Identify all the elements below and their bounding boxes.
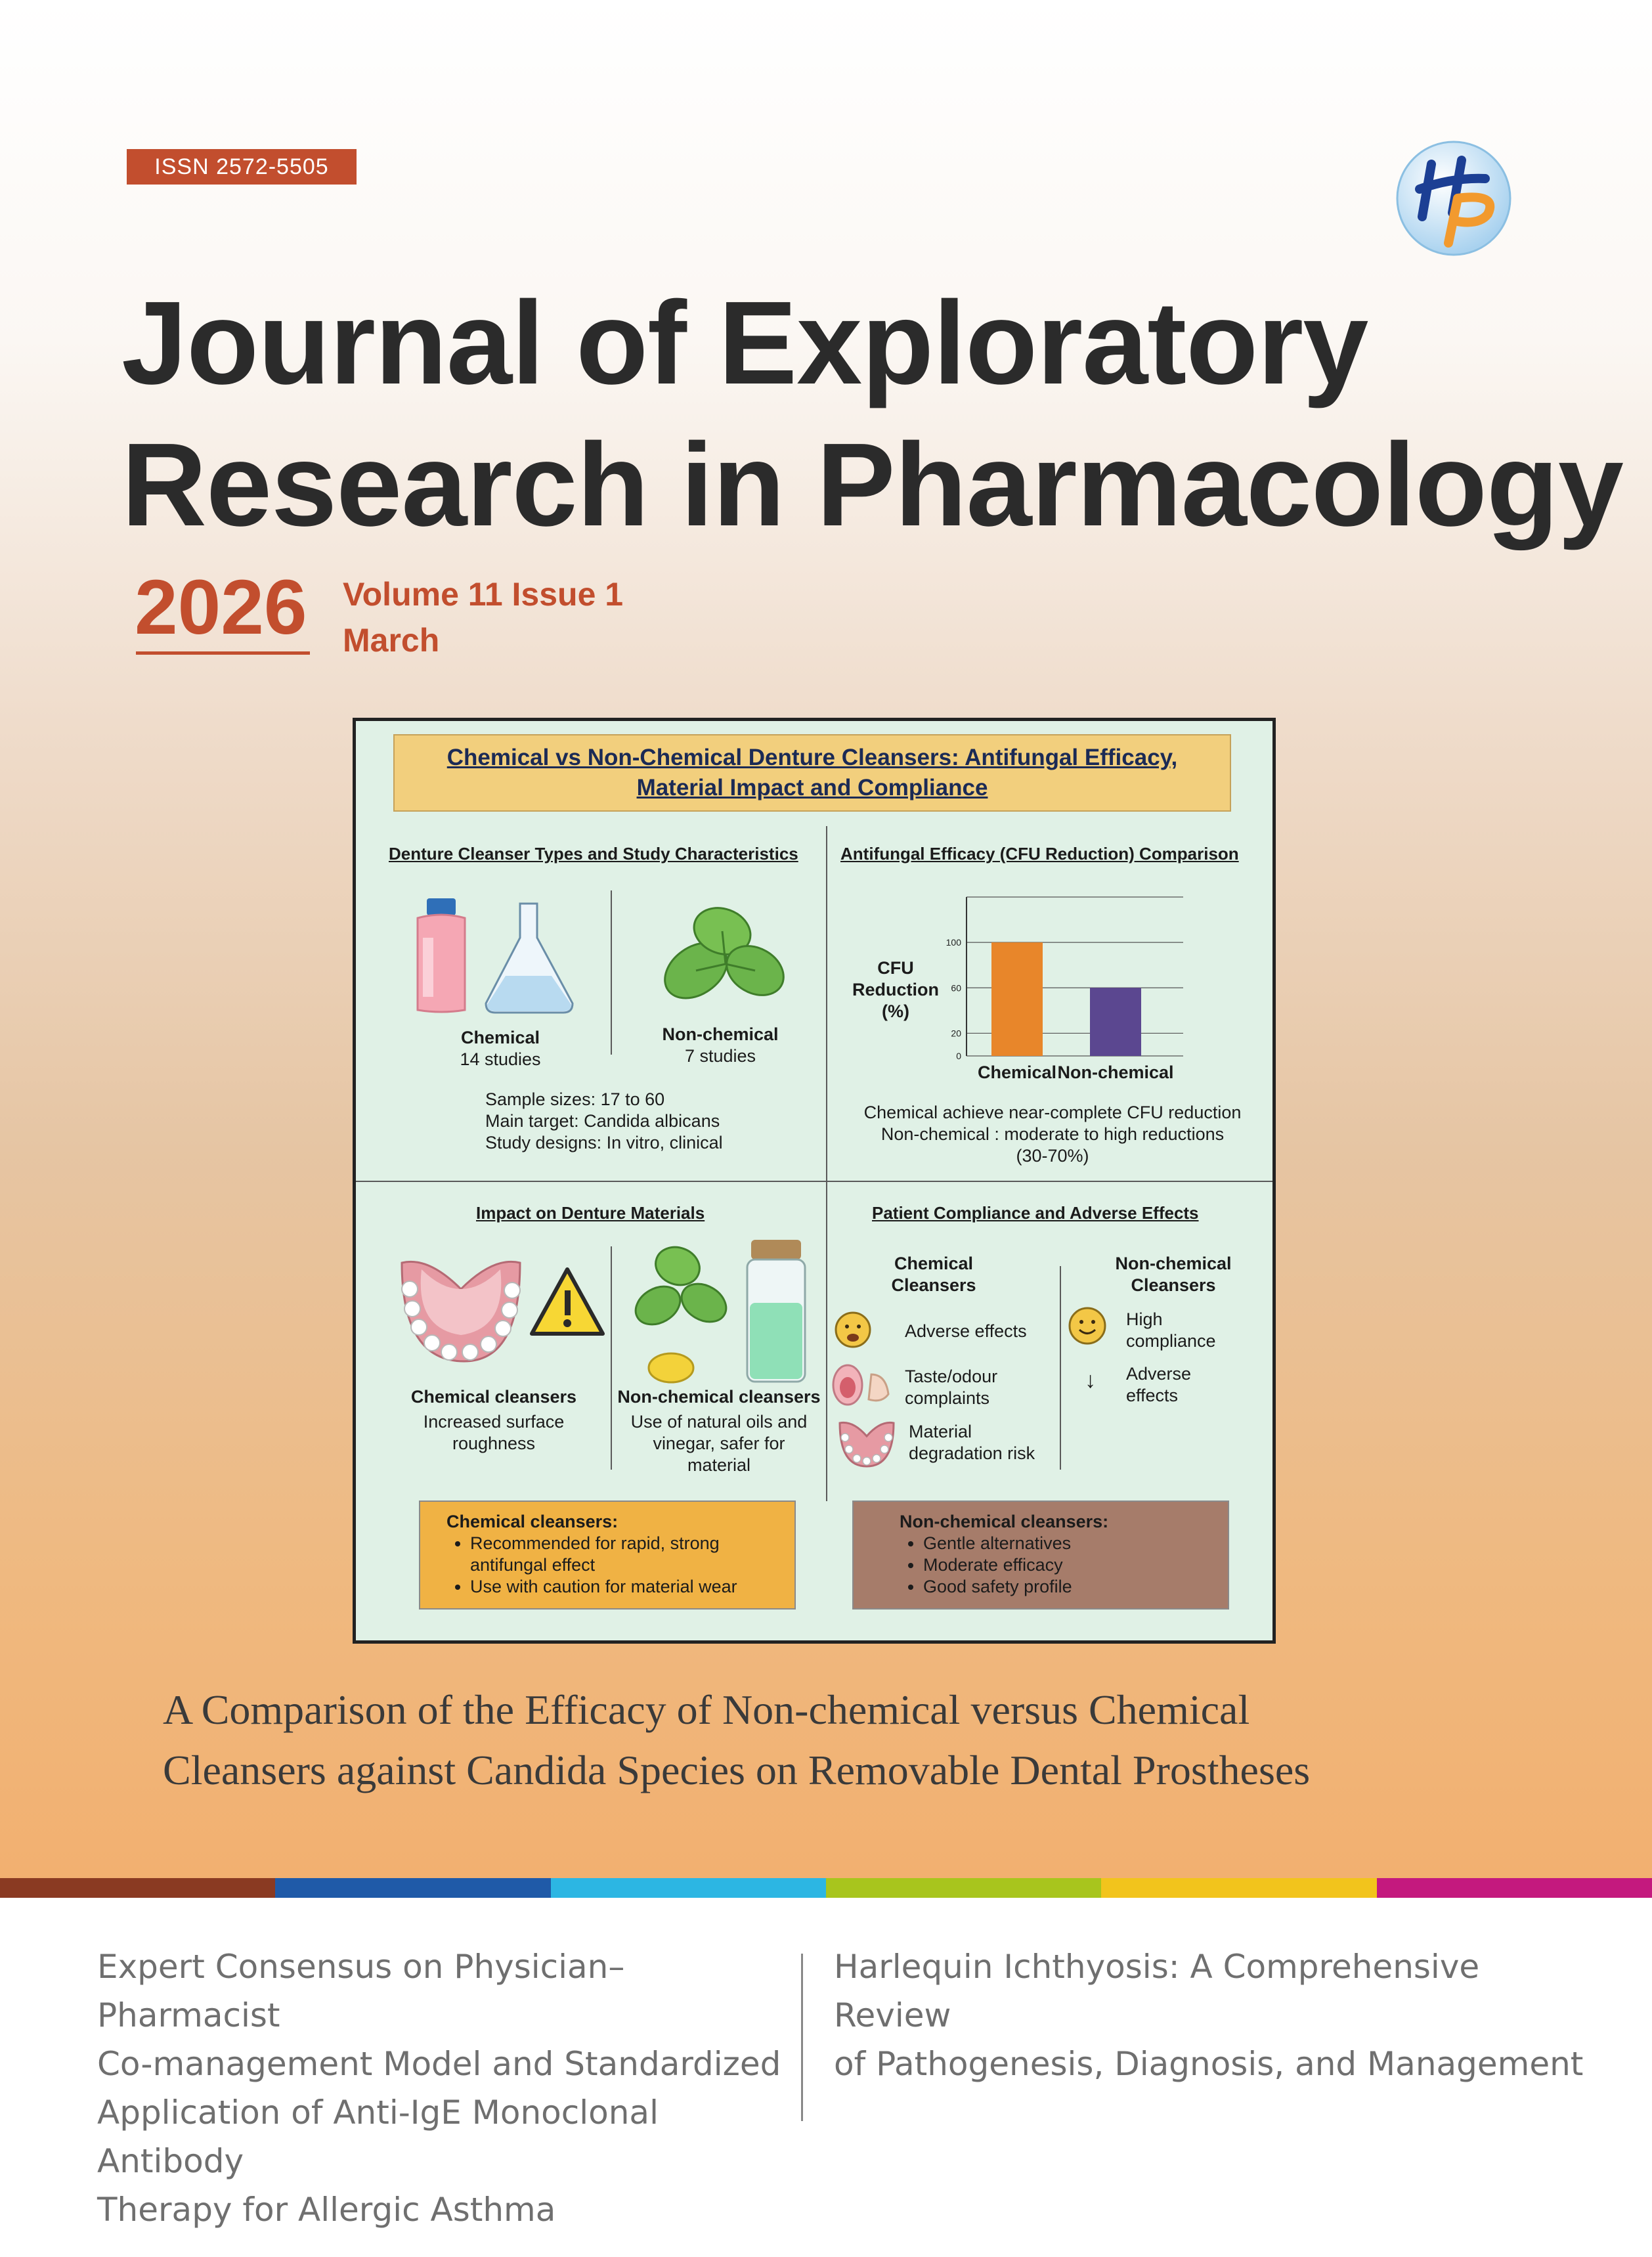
q4-divider [1060, 1266, 1061, 1470]
q4-chemical-head [868, 1253, 999, 1296]
chemical-box-title: Chemical cleansers: [446, 1512, 619, 1531]
q3-chemical-desc-1: Increased surface [423, 1412, 565, 1432]
q3-nonchemical-desc-3: material [687, 1455, 751, 1475]
q3-nonchemical-desc-1: Use of natural oils and [630, 1412, 808, 1432]
chart-ytick-label: 0 [956, 1051, 961, 1061]
q3-nonchemical-desc-2: vinegar, safer for [653, 1434, 785, 1453]
toc-article-right[interactable] [834, 1942, 1589, 2088]
q1-divider [611, 890, 612, 1055]
chart-category-label: Non-chemical [1057, 1063, 1174, 1082]
q4-nonchemical-head [1091, 1253, 1255, 1296]
publisher-logo [1393, 138, 1514, 259]
color-stripe-segment [1377, 1878, 1652, 1898]
volume-issue-block [343, 571, 623, 663]
q4-nonchem-item-2b: effects [1126, 1386, 1179, 1405]
q3-chemical-desc-2: roughness [452, 1434, 536, 1453]
featured-article-title-line1: A Comparison of the Efficacy of Non-chemical versus Chemical [163, 1686, 1250, 1733]
toc-divider [801, 1954, 803, 2121]
q4-chem-item-3a: Material [909, 1422, 972, 1441]
nonchemical-box-title: Non-chemical cleansers: [900, 1512, 1109, 1531]
issue-month: March [343, 622, 440, 659]
nonchemical-box-item: • Good safety profile [923, 1576, 1215, 1598]
q4-nonchem-item-1b: compliance [1126, 1331, 1216, 1351]
issn-badge: ISSN 2572-5505 [127, 149, 357, 185]
down-arrow-icon: ↓ [1085, 1368, 1096, 1393]
chemical-box-item-continued: antifungal effect [470, 1555, 596, 1575]
q3-heading: Impact on Denture Materials [476, 1203, 705, 1223]
q1-detail-1: Sample sizes: 17 to 60 [485, 1089, 665, 1109]
chemical-box-item: • Recommended for rapid, strong [470, 1533, 781, 1554]
q4-chem-item-1: Adverse effects [905, 1321, 1027, 1341]
chart-ytick-label: 100 [946, 937, 961, 948]
q4-nonchem-item-1a: High [1126, 1309, 1163, 1329]
q4-nonchem-item-2a: Adverse [1126, 1364, 1192, 1384]
quadrant-divider-horizontal [356, 1181, 1272, 1182]
sick-face-icon [833, 1310, 873, 1349]
graphical-abstract [353, 718, 1276, 1644]
chart-ylabel [850, 957, 942, 1022]
volume-issue: Volume 11 Issue 1 [343, 576, 624, 613]
color-stripe-segment [275, 1878, 550, 1898]
infographic-title [393, 734, 1231, 812]
color-stripe-segment [0, 1878, 275, 1898]
chart-category-label: Chemical [977, 1063, 1057, 1082]
color-stripe-segment [551, 1878, 826, 1898]
chart-ytick-label: 60 [951, 982, 961, 994]
featured-article-title [163, 1680, 1542, 1801]
q4-nonchemical-head-1: Non-chemical [1115, 1254, 1232, 1273]
q1-detail-3: Study designs: In vitro, clinical [485, 1133, 723, 1152]
journal-title-line2: Research in Pharmacology [121, 419, 1623, 551]
issue-year: 2026 [135, 564, 307, 651]
q4-chem-item-2a: Taste/odour [905, 1367, 998, 1386]
journal-title [121, 273, 1623, 556]
infographic-title-line2: Material Impact and Compliance [636, 775, 988, 800]
infographic-title-line1: Chemical vs Non-Chemical Denture Cleansers: Antifungal Efficacy, [446, 745, 1178, 770]
q4-chemical-head-1: Chemical [894, 1254, 974, 1273]
chemical-box-item: • Use with caution for material wear [470, 1576, 781, 1598]
q4-heading: Patient Compliance and Adverse Effects [872, 1203, 1199, 1223]
denture-icon [837, 1418, 896, 1470]
q2-note-3: (30-70%) [1016, 1146, 1089, 1166]
toc-right-line2: of Pathogenesis, Diagnosis, and Management [834, 2045, 1584, 2083]
nonchemical-box-item: • Gentle alternatives [923, 1533, 1215, 1554]
q4-chem-item-3b: degradation risk [909, 1443, 1035, 1463]
color-stripe-segment [1101, 1878, 1376, 1898]
chart-bar [991, 942, 1043, 1056]
mouth-nose-icon [832, 1361, 894, 1411]
denture-warning-icon [395, 1250, 605, 1368]
q4-nonchemical-head-2: Cleansers [1131, 1275, 1216, 1295]
chemical-recommendation-box [419, 1501, 796, 1610]
smiley-face-icon [1067, 1305, 1108, 1346]
toc-right-line1: Harlequin Ichthyosis: A Comprehensive Review [834, 1948, 1480, 2034]
q1-heading: Denture Cleanser Types and Study Characteristics [389, 844, 798, 864]
chemical-box-list [446, 1533, 781, 1598]
leaf-icon [657, 898, 788, 1017]
toc-left-line1: Expert Consensus on Physician–Pharmacist [97, 1948, 625, 2034]
featured-article-title-line2: Cleansers against Candida Species on Removable Dental Prostheses [163, 1747, 1311, 1793]
chart-bar [1090, 988, 1141, 1056]
toc-left-line4: Therapy for Allergic Asthma [97, 2191, 556, 2229]
q3-chemical-label: Chemical cleansers [410, 1387, 577, 1407]
nonchemical-box-list [900, 1533, 1215, 1598]
nonchemical-recommendation-box [852, 1501, 1229, 1610]
q2-heading: Antifungal Efficacy (CFU Reduction) Comparison [840, 844, 1239, 864]
q1-chemical-count: 14 studies [460, 1049, 541, 1069]
cfu-bar-chart [940, 885, 1216, 1108]
q4-chemical-head-2: Cleansers [891, 1275, 976, 1295]
q1-nonchemical-count: 7 studies [684, 1046, 756, 1066]
journal-title-line1: Journal of Exploratory [121, 277, 1368, 409]
chart-ytick-label: 20 [951, 1028, 961, 1039]
chart-ylabel-2: Reduction [852, 980, 939, 999]
toc-left-line2: Co-management Model and Standardized [97, 2045, 781, 2083]
color-stripe-segment [826, 1878, 1101, 1898]
chemical-bottle-flask-icon [408, 898, 579, 1017]
chart-ylabel-1: CFU [877, 958, 914, 978]
year-underline [136, 651, 310, 655]
q4-chem-item-2b: complaints [905, 1388, 990, 1408]
q1-detail-2: Main target: Candida albicans [485, 1111, 720, 1131]
q1-nonchemical-label: Non-chemical [662, 1024, 779, 1044]
q2-note-2: Non-chemical : moderate to high reductions [880, 1124, 1225, 1144]
leaf-oil-vinegar-icon [632, 1240, 822, 1384]
toc-article-left[interactable] [97, 1942, 793, 2234]
q2-note-1: Chemical achieve near-complete CFU reduction [863, 1103, 1242, 1122]
color-stripe [0, 1878, 1652, 1898]
q1-chemical-label: Chemical [460, 1028, 540, 1047]
toc-left-line3: Application of Anti-IgE Monoclonal Antibody [97, 2093, 659, 2180]
nonchemical-box-item: • Moderate efficacy [923, 1554, 1215, 1576]
q3-nonchemical-label: Non-chemical cleansers [617, 1387, 821, 1407]
chart-ylabel-3: (%) [882, 1001, 909, 1021]
